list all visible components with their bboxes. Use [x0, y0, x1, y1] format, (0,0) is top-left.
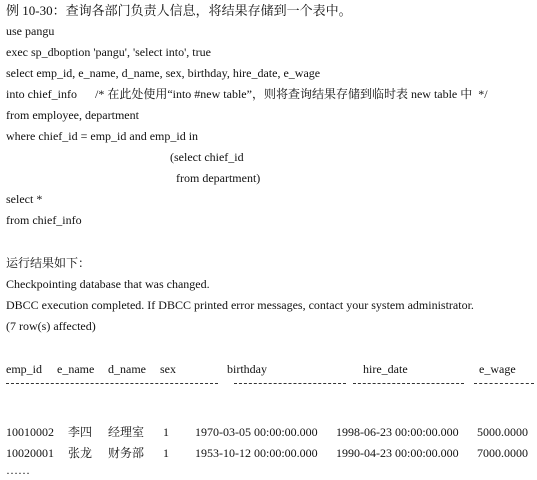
ellipsis: …… [6, 463, 30, 477]
column-header-birthday: birthday [227, 362, 267, 376]
code-line: from chief_info [6, 213, 82, 227]
column-separator [6, 383, 218, 384]
code-line: (select chief_id [170, 150, 244, 164]
column-header-emp-id: emp_id [6, 362, 42, 376]
column-header-e-name: e_name [57, 362, 95, 376]
column-header-sex: sex [160, 362, 176, 376]
cell-d-name: 经理室 [108, 425, 145, 439]
column-separator [474, 383, 534, 384]
column-separator [234, 383, 346, 384]
code-line: exec sp_dboption 'pangu', 'select into', true [6, 45, 211, 59]
cell-sex: 1 [163, 425, 169, 439]
code-line: from department) [176, 171, 261, 185]
output-heading: 运行结果如下： [6, 256, 91, 270]
cell-hire-date: 1990-04-23 00:00:00.000 [336, 446, 459, 460]
column-header-e-wage: e_wage [479, 362, 516, 376]
column-separator [353, 383, 464, 384]
cell-e-wage: 7000.0000 [477, 446, 528, 460]
cell-emp-id: 10020001 [6, 446, 54, 460]
cell-birthday: 1953-10-12 00:00:00.000 [195, 446, 318, 460]
cell-e-name: 李四 [68, 425, 93, 439]
code-line: select emp_id, e_name, d_name, sex, birthday, hire_date, e_wage [6, 66, 321, 80]
column-header-hire-date: hire_date [363, 362, 408, 376]
output-message: Checkpointing database that was changed. [6, 277, 210, 291]
output-message: DBCC execution completed. If DBCC printed error messages, contact your system administrator. [6, 298, 474, 312]
code-line: use pangu [6, 24, 55, 38]
cell-e-wage: 5000.0000 [477, 425, 528, 439]
column-header-d-name: d_name [108, 362, 146, 376]
example-title: 例 10-30：查询各部门负责人信息，将结果存储到一个表中。 [6, 3, 352, 18]
cell-birthday: 1970-03-05 00:00:00.000 [195, 425, 318, 439]
cell-sex: 1 [163, 446, 169, 460]
cell-d-name: 财务部 [108, 446, 145, 460]
code-line: from employee, department [6, 108, 139, 122]
cell-emp-id: 10010002 [6, 425, 54, 439]
cell-e-name: 张龙 [68, 446, 93, 460]
output-message: (7 row(s) affected) [6, 319, 96, 333]
code-line: where chief_id = emp_id and emp_id in [6, 129, 199, 143]
cell-hire-date: 1998-06-23 00:00:00.000 [336, 425, 459, 439]
code-line: into chief_info /* 在此处使用“into #new table”，则将查询结果存储到临时表 new table 中 */ [6, 87, 488, 101]
code-line: select * [6, 192, 43, 206]
